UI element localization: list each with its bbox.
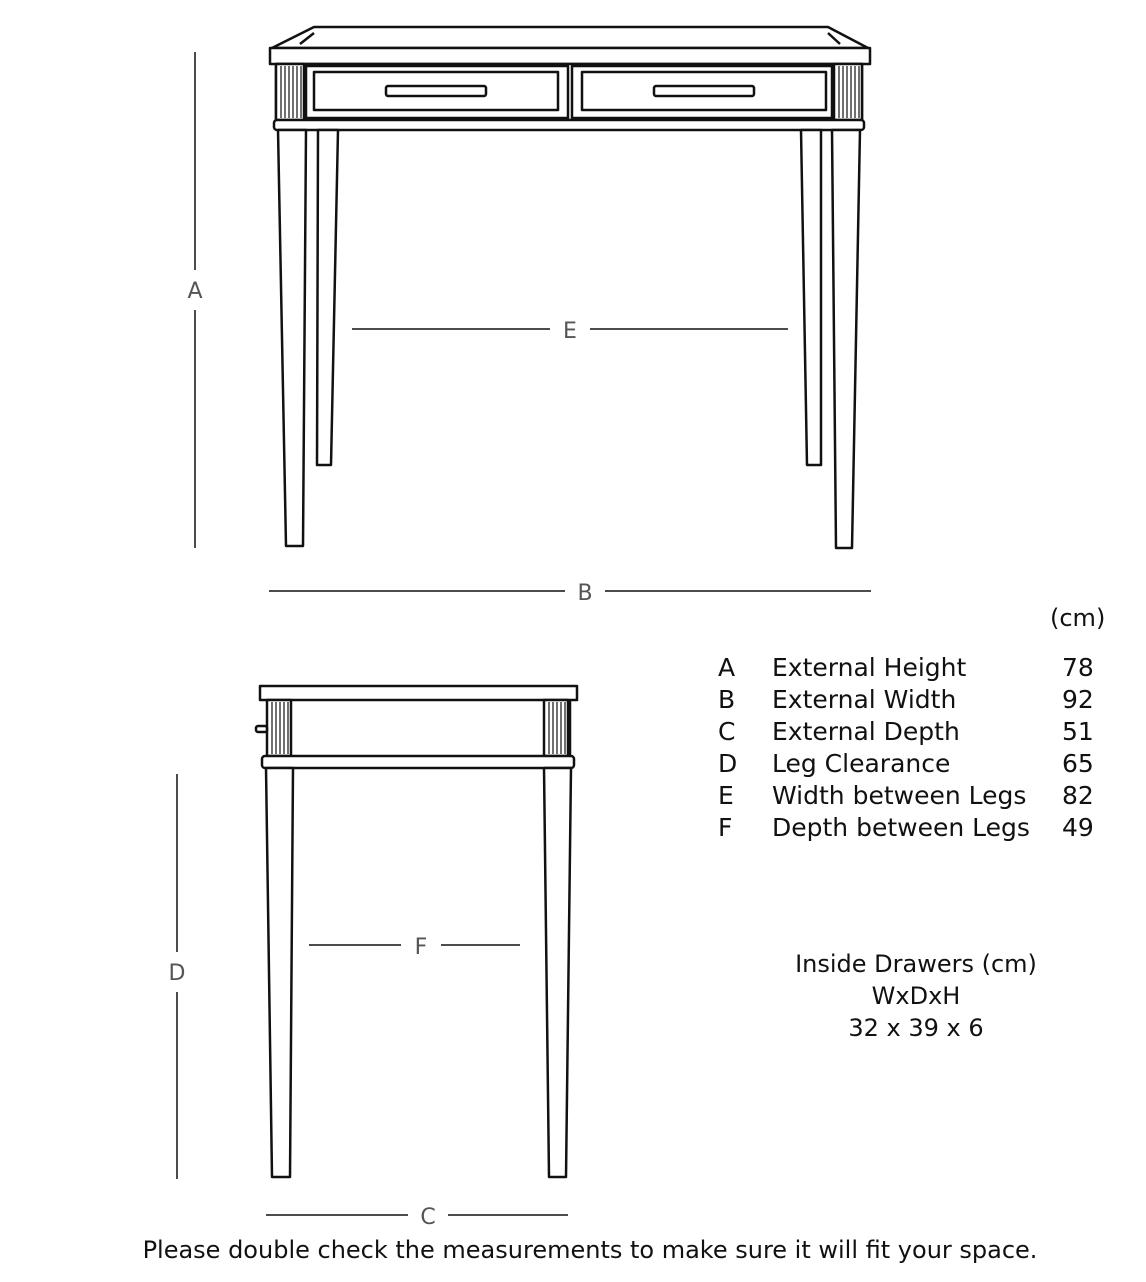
dimension-letter: A [718,653,736,682]
unit-header: (cm) [1050,604,1106,632]
dimension-value: 82 [1062,781,1094,810]
dimension-value: 65 [1062,749,1094,778]
dimension-label-d: D [168,961,186,986]
dimensions-table [718,652,1094,844]
dimension-name: External Height [772,653,967,682]
inside-drawers-title: Inside Drawers (cm) [795,950,1037,978]
dimension-row [718,780,1094,812]
dimension-name: External Width [772,685,957,714]
dimension-label-f: F [414,935,428,960]
side-dimension-lines [177,774,568,1215]
footer-note: Please double check the measurements to make sure it will fit your space. [142,1236,1038,1264]
dimension-label-c: C [420,1205,436,1230]
dimension-value: 92 [1062,685,1094,714]
dimension-letter: E [718,781,734,810]
dimension-row [718,716,1094,748]
dimension-row [718,812,1094,844]
dimension-label-b: B [577,581,593,606]
side-view-desk [256,686,577,1177]
dimension-letter: F [718,813,733,842]
front-view-desk [270,27,870,548]
dimension-name: External Depth [772,717,960,746]
dimension-value: 51 [1062,717,1094,746]
dimension-letter: D [718,749,738,778]
dimension-row [718,748,1094,780]
dimension-value: 49 [1062,813,1094,842]
dimension-letter: B [718,685,736,714]
dimension-name: Depth between Legs [772,813,1030,842]
dimension-label-a: A [187,279,203,304]
dimension-name: Width between Legs [772,781,1027,810]
dimension-row [718,652,1094,684]
dimension-row [718,684,1094,716]
dimension-name: Leg Clearance [772,749,951,778]
dimension-label-e: E [563,319,577,344]
dimension-letter: C [718,717,736,746]
dimension-value: 78 [1062,653,1094,682]
inside-drawers-info [766,948,1066,1044]
inside-drawers-format: WxDxH [871,982,961,1010]
inside-drawers-size: 32 x 39 x 6 [848,1014,984,1042]
